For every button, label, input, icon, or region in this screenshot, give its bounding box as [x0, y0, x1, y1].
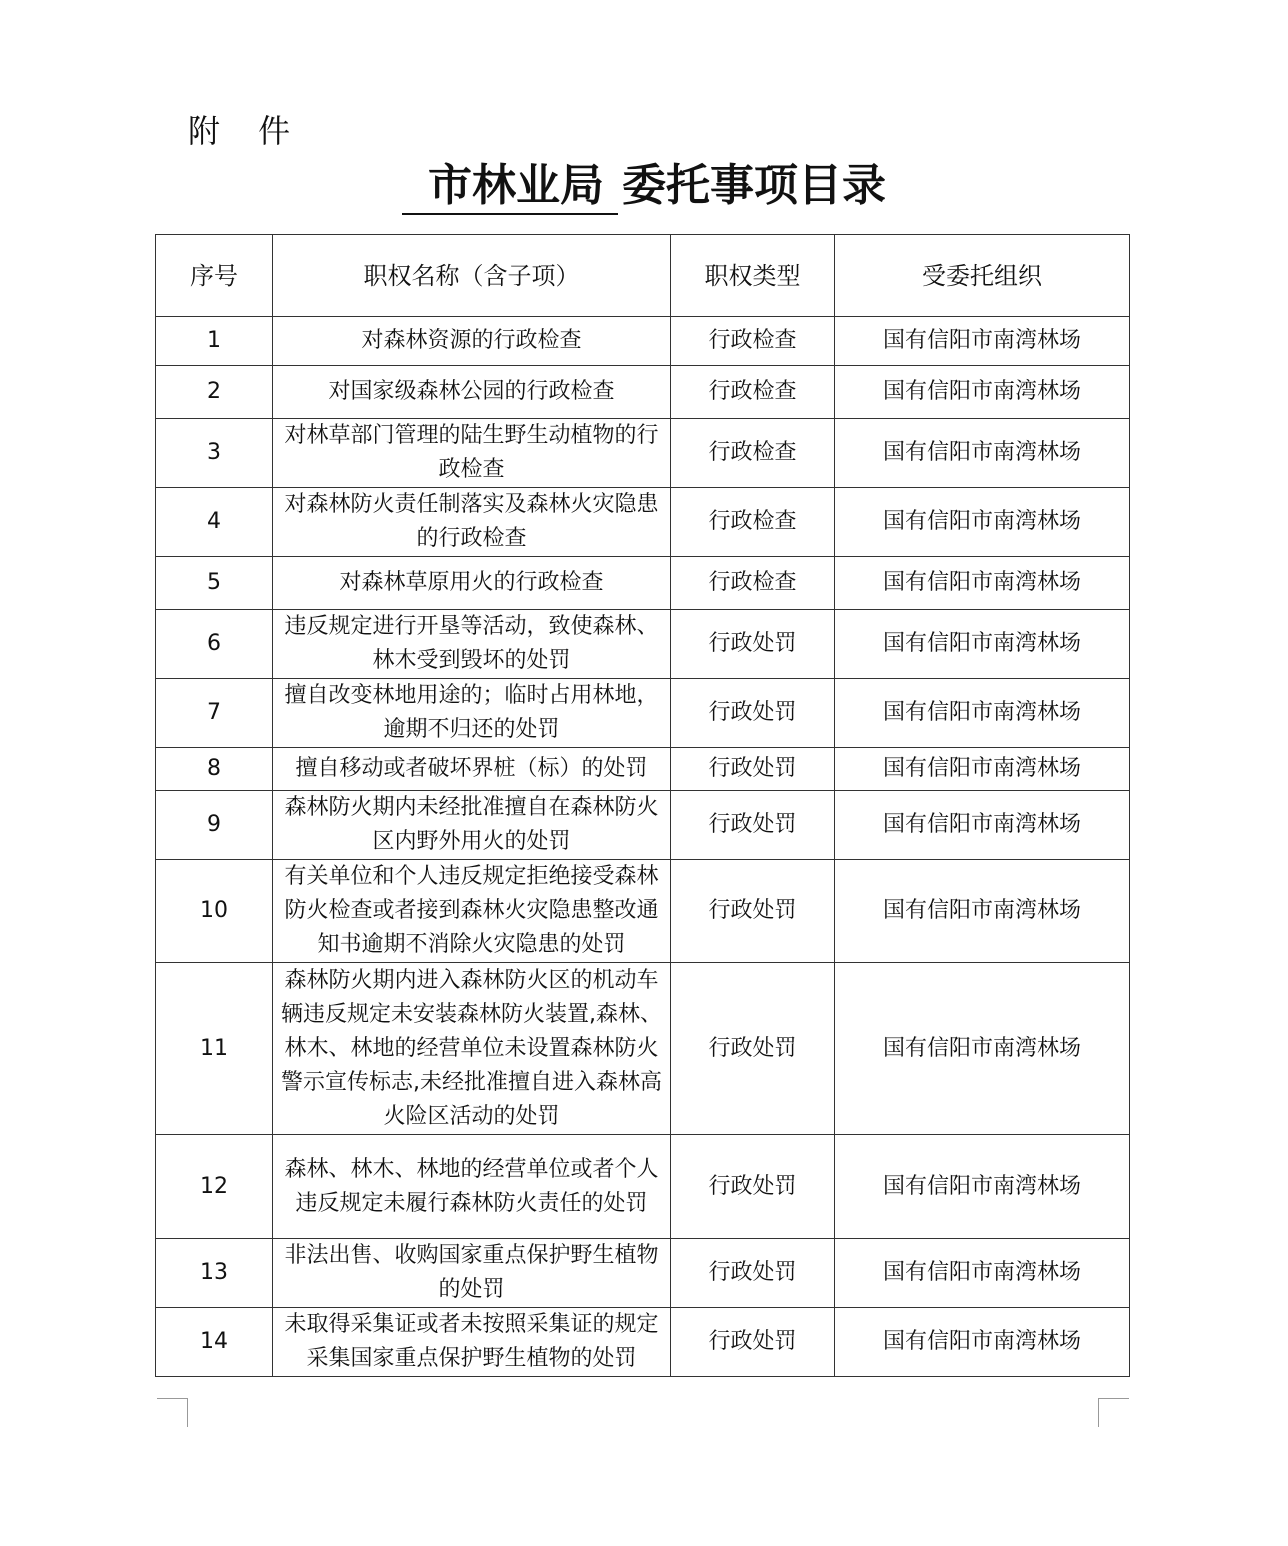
- cell-entrusted-org: 国有信阳市南湾林场: [835, 1308, 1130, 1377]
- cell-serial: 10: [156, 860, 273, 963]
- cell-power-name: 森林防火期内进入森林防火区的机动车辆违反规定未安装森林防火装置,森林、林木、林地的经营单位未设置森林防火警示宣传标志,未经批准擅自进入森林高火险区活动的处罚: [273, 963, 671, 1135]
- cell-entrusted-org: 国有信阳市南湾林场: [835, 748, 1130, 791]
- table-row: [156, 366, 1130, 419]
- cell-power-type: 行政检查: [671, 317, 835, 366]
- cell-entrusted-org: 国有信阳市南湾林场: [835, 419, 1130, 488]
- document-title: [0, 160, 1288, 215]
- cell-entrusted-org: 国有信阳市南湾林场: [835, 860, 1130, 963]
- table-row: [156, 963, 1130, 1135]
- cell-serial: 14: [156, 1308, 273, 1377]
- cell-power-name: 对国家级森林公园的行政检查: [273, 366, 671, 419]
- cell-power-type: 行政处罚: [671, 1239, 835, 1308]
- table-row: [156, 610, 1130, 679]
- cell-power-type: 行政处罚: [671, 963, 835, 1135]
- cell-power-type: 行政处罚: [671, 748, 835, 791]
- cell-entrusted-org: 国有信阳市南湾林场: [835, 610, 1130, 679]
- entrusted-items-table: [155, 234, 1130, 1377]
- cell-serial: 2: [156, 366, 273, 419]
- cell-entrusted-org: 国有信阳市南湾林场: [835, 679, 1130, 748]
- cell-serial: 13: [156, 1239, 273, 1308]
- table-row: [156, 488, 1130, 557]
- cell-power-name: 对森林防火责任制落实及森林火灾隐患的行政检查: [273, 488, 671, 557]
- table-row: [156, 860, 1130, 963]
- cell-power-name: 对林草部门管理的陆生野生动植物的行政检查: [273, 419, 671, 488]
- table-row: [156, 317, 1130, 366]
- cell-serial: 9: [156, 791, 273, 860]
- cell-power-type: 行政处罚: [671, 679, 835, 748]
- cell-serial: 8: [156, 748, 273, 791]
- cell-serial: 7: [156, 679, 273, 748]
- cell-power-name: 有关单位和个人违反规定拒绝接受森林防火检查或者接到森林火灾隐患整改通知书逾期不消除火灾隐患的处罚: [273, 860, 671, 963]
- cell-power-type: 行政处罚: [671, 1308, 835, 1377]
- header-power-name: 职权名称（含子项）: [273, 235, 671, 317]
- header-power-type: 职权类型: [671, 235, 835, 317]
- cell-entrusted-org: 国有信阳市南湾林场: [835, 366, 1130, 419]
- cell-entrusted-org: 国有信阳市南湾林场: [835, 1135, 1130, 1239]
- table-row: [156, 557, 1130, 610]
- title-agency: 市林业局: [402, 161, 618, 215]
- header-serial: 序号: [156, 235, 273, 317]
- cell-power-type: 行政检查: [671, 419, 835, 488]
- cell-serial: 6: [156, 610, 273, 679]
- cell-power-name: 擅自改变林地用途的；临时占用林地，逾期不归还的处罚: [273, 679, 671, 748]
- cell-power-name: 森林、林木、林地的经营单位或者个人违反规定未履行森林防火责任的处罚: [273, 1135, 671, 1239]
- cell-power-type: 行政处罚: [671, 1135, 835, 1239]
- cell-power-name: 未取得采集证或者未按照采集证的规定采集国家重点保护野生植物的处罚: [273, 1308, 671, 1377]
- cell-power-type: 行政检查: [671, 557, 835, 610]
- table-header-row: [156, 235, 1130, 317]
- cell-entrusted-org: 国有信阳市南湾林场: [835, 1239, 1130, 1308]
- cell-serial: 3: [156, 419, 273, 488]
- cell-entrusted-org: 国有信阳市南湾林场: [835, 557, 1130, 610]
- cell-serial: 1: [156, 317, 273, 366]
- cell-serial: 4: [156, 488, 273, 557]
- cell-entrusted-org: 国有信阳市南湾林场: [835, 963, 1130, 1135]
- cell-serial: 5: [156, 557, 273, 610]
- cell-power-type: 行政处罚: [671, 610, 835, 679]
- cell-entrusted-org: 国有信阳市南湾林场: [835, 488, 1130, 557]
- table-row: [156, 1135, 1130, 1239]
- cell-power-type: 行政检查: [671, 366, 835, 419]
- table-row: [156, 1239, 1130, 1308]
- table-row: [156, 748, 1130, 791]
- cell-power-type: 行政检查: [671, 488, 835, 557]
- cell-entrusted-org: 国有信阳市南湾林场: [835, 317, 1130, 366]
- cell-power-name: 擅自移动或者破坏界桩（标）的处罚: [273, 748, 671, 791]
- cell-serial: 11: [156, 963, 273, 1135]
- title-rest: 委托事项目录: [622, 160, 886, 211]
- table-row: [156, 791, 1130, 860]
- header-entrusted-org: 受委托组织: [835, 235, 1130, 317]
- cell-power-name: 对森林资源的行政检查: [273, 317, 671, 366]
- cell-power-name: 非法出售、收购国家重点保护野生植物的处罚: [273, 1239, 671, 1308]
- cell-power-name: 森林防火期内未经批准擅自在森林防火区内野外用火的处罚: [273, 791, 671, 860]
- cell-serial: 12: [156, 1135, 273, 1239]
- cell-power-name: 对森林草原用火的行政检查: [273, 557, 671, 610]
- page-corner-mark-left: [157, 1398, 188, 1427]
- cell-power-name: 违反规定进行开垦等活动，致使森林、林木受到毁坏的处罚: [273, 610, 671, 679]
- table-row: [156, 419, 1130, 488]
- attachment-label: 附 件: [188, 112, 305, 150]
- cell-power-type: 行政处罚: [671, 791, 835, 860]
- table-row: [156, 679, 1130, 748]
- page-corner-mark-right: [1098, 1398, 1129, 1427]
- cell-power-type: 行政处罚: [671, 860, 835, 963]
- cell-entrusted-org: 国有信阳市南湾林场: [835, 791, 1130, 860]
- table-row: [156, 1308, 1130, 1377]
